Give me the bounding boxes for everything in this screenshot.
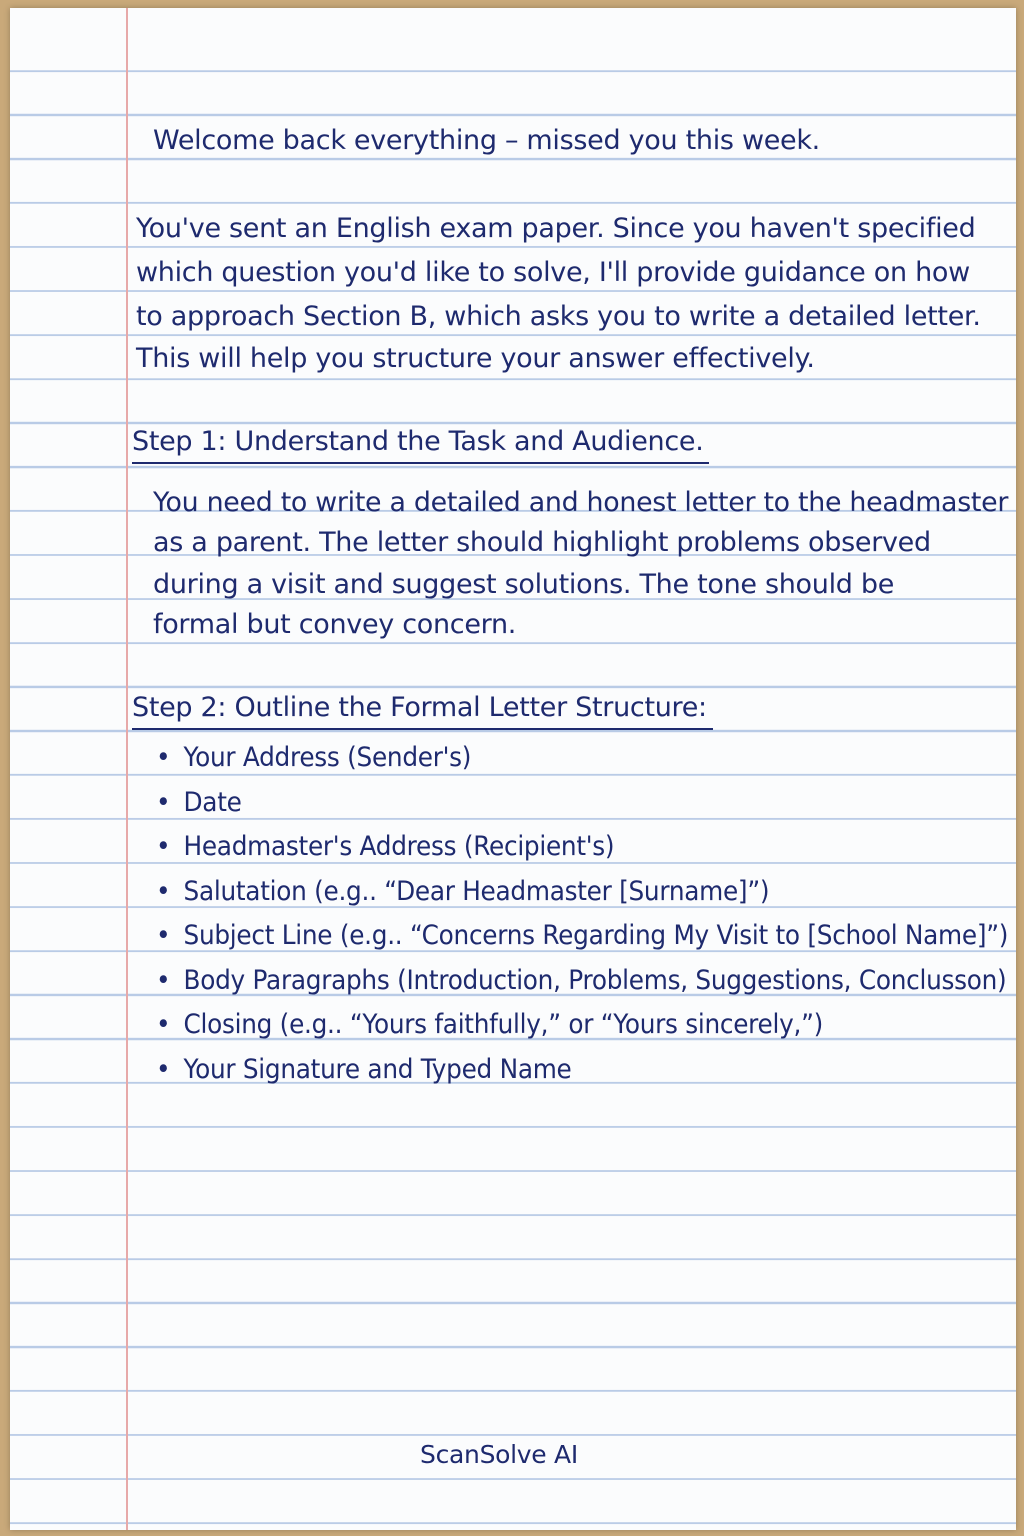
list-item: • Headmaster's Address (Recipient's): [156, 825, 1008, 870]
step2-heading: Step 2: Outline the Formal Letter Structure:: [132, 688, 713, 730]
bullet-icon: •: [156, 875, 171, 907]
bullet-icon: •: [156, 786, 171, 818]
step1-line-2: as a parent. The letter should highlight problems observed: [153, 527, 931, 558]
intro-line-3: to approach Section B, which asks you to write a detailed letter.: [136, 301, 981, 332]
step1-line-4: formal but convey concern.: [153, 609, 517, 640]
intro-line-1: You've sent an English exam paper. Since you haven't specified: [136, 213, 976, 244]
intro-line-4: This will help you structure your answer effectively.: [136, 343, 815, 374]
list-item: • Subject Line (e.g.. “Concerns Regarding My Visit to [School Name]”): [156, 914, 1008, 959]
bullet-icon: •: [156, 964, 171, 996]
bullet-icon: •: [156, 831, 171, 862]
greeting: Welcome back everything – missed you this week.: [153, 125, 820, 156]
step1-line-1: You need to write a detailed and honest letter to the headmaster: [153, 487, 1009, 518]
bullet-icon: •: [156, 1009, 171, 1040]
footer-brand: ScanSolve AI: [420, 1440, 578, 1469]
list-item: • Salutation (e.g.. “Dear Headmaster [Surname]”): [156, 870, 1008, 915]
structure-list: [156, 736, 1016, 1092]
list-item: • Body Paragraphs (Introduction, Problems, Suggestions, Conclusson): [156, 959, 1008, 1004]
notebook-page: [10, 8, 1016, 1530]
list-item: • Your Address (Sender's): [156, 736, 1008, 781]
list-item: • Closing (e.g.. “Yours faithfully,” or “Yours sincerely,”): [156, 1003, 1008, 1048]
bullet-icon: •: [156, 1053, 171, 1085]
bullet-icon: •: [156, 920, 171, 951]
bullet-icon: •: [156, 742, 171, 773]
list-item: • Date: [156, 781, 1008, 826]
intro-line-2: which question you'd like to solve, I'll provide guidance on how: [136, 257, 970, 288]
step1-heading: Step 1: Understand the Task and Audience.: [132, 422, 709, 464]
step1-line-3: during a visit and suggest solutions. The tone should be: [153, 569, 895, 600]
margin-line: [126, 8, 128, 1530]
list-item: • Your Signature and Typed Name: [156, 1048, 1008, 1093]
